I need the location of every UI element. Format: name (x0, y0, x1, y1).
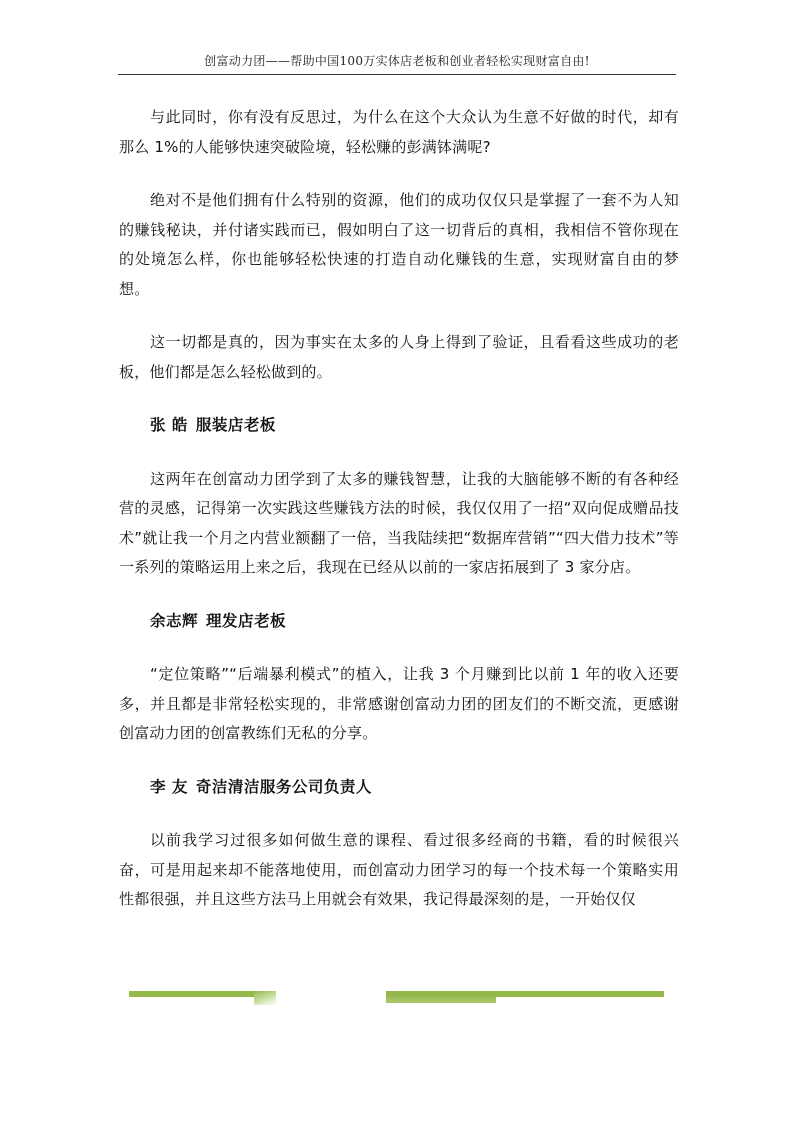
testimonial-text-3: 以前我学习过很多如何做生意的课程、看过很多经商的书籍，看的时候很兴奋，可是用起来却不能落地使用，而创富动力团学习的每一个技术每一个策略实用性都很强，并且这些方法马上用就会有效果，我记得最深刻的是，一开始仅仅 (119, 831, 679, 908)
testimonial-text-1: 这两年在创富动力团学到了太多的赚钱智慧，让我的大脑能够不断的有各种经营的灵感，记得第一次实践这些赚钱方法的时候，我仅仅用了一招“双向促成赠品技术”就让我一个月之内营业额翻了一倍，当我陆续把“数据库营销”“四大借力技术”等一系列的策略运用上来之后，我现在已经从以前的一家店拓展到了 3 家分店。 (119, 469, 679, 576)
testimonial-text-2: “定位策略”“后端暴利模式”的植入，让我 3 个月赚到比以前 1 年的收入还要多，并且都是非常轻松实现的，非常感谢创富动力团的团友们的不断交流，更感谢创富动力团的创富教练们无私的分享。 (119, 665, 679, 742)
testimonial-name: 张 皓 (150, 416, 188, 434)
footer-decoration-bar-left (129, 991, 254, 997)
document-body (119, 103, 679, 915)
testimonial-heading-1 (119, 411, 679, 441)
testimonial-heading-2 (119, 607, 679, 637)
testimonial-heading-3 (119, 773, 679, 803)
footer-decoration-bar-right (626, 991, 664, 997)
footer-decoration-taper (254, 991, 276, 1005)
testimonial-name: 李 友 (150, 777, 188, 796)
paragraph-2: 绝对不是他们拥有什么特别的资源，他们的成功仅仅只是掌握了一套不为人知的赚钱秘诀，并付诸实践而已，假如明白了这一切背后的真相，我相信不管你现在的处境怎么样，你也能够轻松快速的打造自动化赚钱的生意，实现财富自由的梦想。 (119, 191, 679, 298)
header-divider (118, 74, 676, 75)
paragraph-3: 这一切都是真的，因为事实在太多的人身上得到了验证，且看看这些成功的老板，他们都是怎么轻松做到的。 (119, 333, 679, 381)
footer-decoration-bar-middle (386, 991, 626, 997)
testimonial-role: 奇洁清洁服务公司负责人 (195, 777, 372, 796)
testimonial-role: 理发店老板 (206, 611, 287, 630)
paragraph-1: 与此同时，你有没有反思过，为什么在这个大众认为生意不好做的时代，却有那么 1%的人能够快速突破险境，轻松赚的彭满钵满呢? (119, 108, 679, 156)
testimonial-name: 余志辉 (150, 611, 199, 630)
page-header: 创富动力团——帮助中国100万实体店老板和创业者轻松实现财富自由! (204, 54, 590, 68)
testimonial-role: 服装店老板 (195, 416, 276, 434)
